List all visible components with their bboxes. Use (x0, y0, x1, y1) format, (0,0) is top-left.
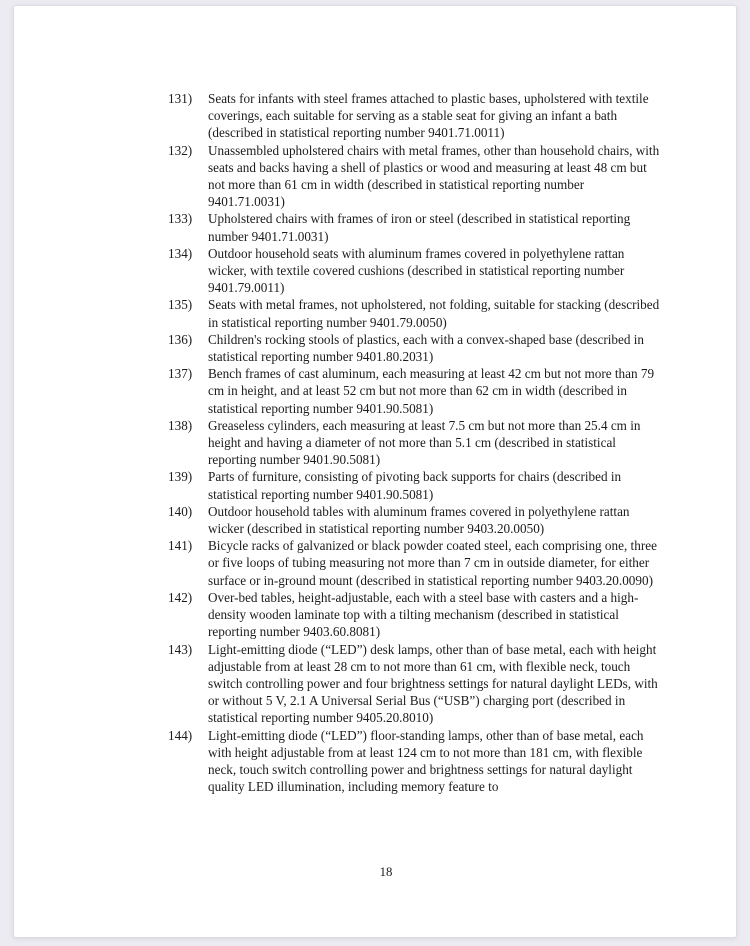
list-item (168, 503, 662, 537)
list-item (168, 727, 662, 796)
item-text: Parts of furniture, consisting of pivoting back supports for chairs (described in statistical reporting number 9401.90.5081) (208, 469, 622, 502)
item-number: 133) (168, 211, 193, 227)
item-text: Greaseless cylinders, each measuring at least 7.5 cm but not more than 25.4 cm in height and having a diameter of not more than 5.1 cm (described in statistical reporting number 9401.90.5081) (208, 417, 641, 468)
item-number: 136) (168, 331, 193, 347)
list-item (168, 537, 662, 589)
document-page (13, 5, 737, 938)
item-text: Seats for infants with steel frames attached to plastic bases, upholstered with textile coverings, each suitable for serving as a stable seat for giving an infant a bath (described in statistical reporting number 9401.71.0011) (208, 91, 649, 141)
item-number: 137) (168, 366, 193, 382)
item-text: Upholstered chairs with frames of iron or steel (described in statistical reporting number 9401.71.0031) (208, 211, 631, 244)
list-item (168, 210, 662, 244)
item-number: 132) (168, 142, 193, 158)
list-item (168, 589, 662, 641)
list-item (168, 331, 662, 365)
item-number: 140) (168, 503, 193, 519)
numbered-item-list (14, 6, 736, 795)
item-text: Outdoor household seats with aluminum frames covered in polyethylene rattan wicker, with textile covered cushions (described in statistical reporting number 9401.79.0011) (208, 245, 625, 296)
item-text: Unassembled upholstered chairs with metal frames, other than household chairs, with seats and backs having a shell of plastics or wood and measuring at least 48 cm but not more than 61 cm in width (described in statistical reporting number 9401.71.0031) (208, 142, 660, 210)
item-number: 139) (168, 469, 193, 485)
list-item (168, 296, 662, 330)
list-item (168, 245, 662, 297)
item-number: 135) (168, 297, 193, 313)
list-item (168, 468, 662, 502)
list-item (168, 90, 662, 142)
item-text: Bicycle racks of galvanized or black powder coated steel, each comprising one, three or five loops of tubing measuring not more than 7 cm in outside diameter, for either surface or in-ground mount (described in statistical reporting number 9403.20.0090) (208, 538, 657, 588)
list-item (168, 417, 662, 469)
item-number: 134) (168, 245, 193, 261)
item-number: 141) (168, 538, 193, 554)
item-text: Outdoor household tables with aluminum frames covered in polyethylene rattan wicker (described in statistical reporting number 9403.20.0050) (208, 503, 630, 537)
list-item (168, 365, 662, 417)
item-number: 144) (168, 727, 193, 743)
item-text: Bench frames of cast aluminum, each measuring at least 42 cm but not more than 79 cm in height, and at least 52 cm but not more than 62 cm in width (described in statistical reporting number 9401.90.5081) (208, 366, 655, 416)
item-text: Over-bed tables, height-adjustable, each with a steel base with casters and a high-density wooden laminate top with a tilting mechanism (described in statistical reporting number 9403.60.8081) (208, 589, 639, 640)
item-text: Children's rocking stools of plastics, each with a convex-shaped base (described in statistical reporting number 9401.80.2031) (208, 331, 644, 365)
item-text: Seats with metal frames, not upholstered, not folding, suitable for stacking (described in statistical reporting number 9401.79.0050) (208, 297, 660, 330)
list-item (168, 641, 662, 727)
item-number: 131) (168, 91, 193, 106)
page-number: 18 (379, 865, 393, 879)
item-number: 142) (168, 589, 193, 605)
item-text: Light-emitting diode (“LED”) floor-standing lamps, other than of base metal, each with height adjustable from at least 124 cm to not more than 181 cm, with flexible neck, touch switch controlling power and brightness settings for natural daylight quality LED illumination, including memory feature to (208, 727, 644, 795)
list-item (168, 142, 662, 211)
item-number: 143) (168, 641, 193, 657)
item-text: Light-emitting diode (“LED”) desk lamps, other than of base metal, each with height adjustable from at least 28 cm to not more than 61 cm, with flexible neck, touch switch controlling power and four brightness settings for natural daylight LEDs, with or without 5 V, 2.1 A Universal Serial Bus (“USB”) charging port (described in statistical reporting number 9405.20.8010) (208, 641, 658, 726)
item-number: 138) (168, 417, 193, 433)
